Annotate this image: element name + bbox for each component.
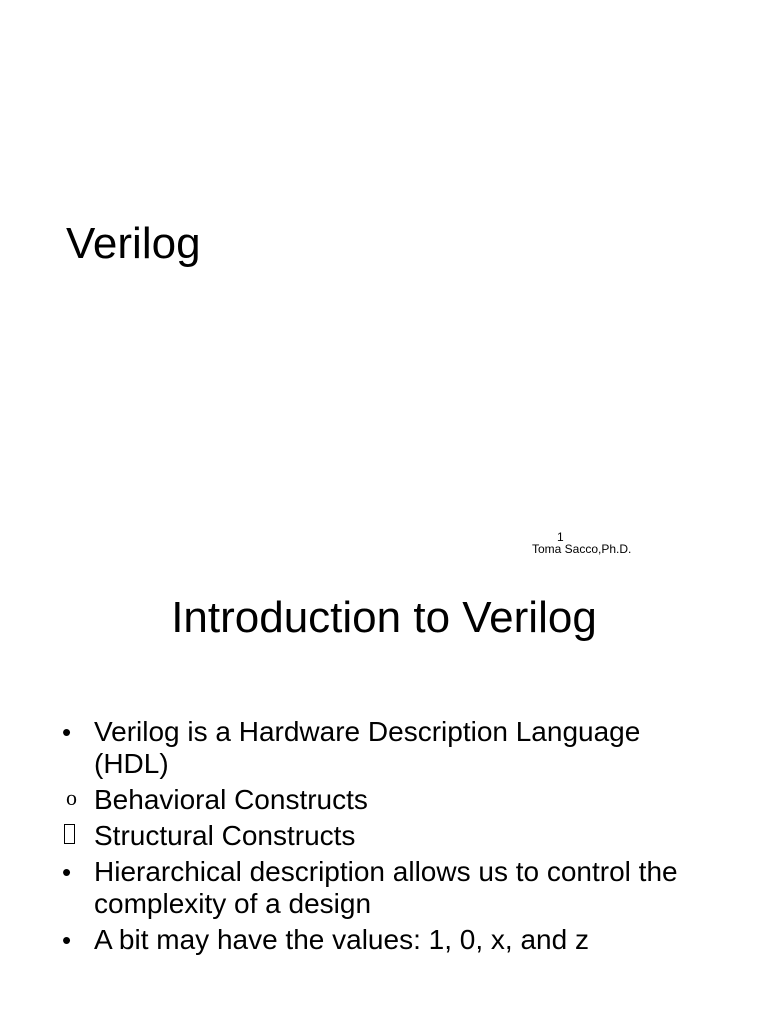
slide-title-introduction: Introduction to Verilog (171, 593, 597, 642)
slide-page-number: 1 (557, 530, 564, 544)
bullet-list (62, 716, 722, 960)
bullet-text: Verilog is a Hardware Description Language (HDL) (94, 716, 641, 779)
bullet-box-icon (64, 818, 88, 853)
bullet-text: A bit may have the values: 1, 0, x, and z (94, 924, 589, 955)
bullet-dot-icon: • (62, 925, 72, 955)
bullet-dot-icon: • (62, 717, 72, 747)
bullet-item-bit-values (62, 924, 722, 956)
bullet-item-hdl (62, 716, 722, 780)
slide-author-footer: Toma Sacco,Ph.D. (532, 542, 632, 556)
bullet-text: Behavioral Constructs (94, 784, 368, 815)
bullet-text: Structural Constructs (94, 820, 356, 851)
bullet-item-behavioral (62, 784, 722, 816)
bullet-dot-icon: • (62, 857, 72, 887)
bullet-item-structural (62, 820, 722, 852)
bullet-item-hierarchical (62, 856, 722, 920)
slide-title-verilog: Verilog (66, 219, 201, 268)
bullet-circle-icon: o (66, 785, 77, 810)
bullet-text: Hierarchical description allows us to control the complexity of a design (94, 856, 678, 919)
